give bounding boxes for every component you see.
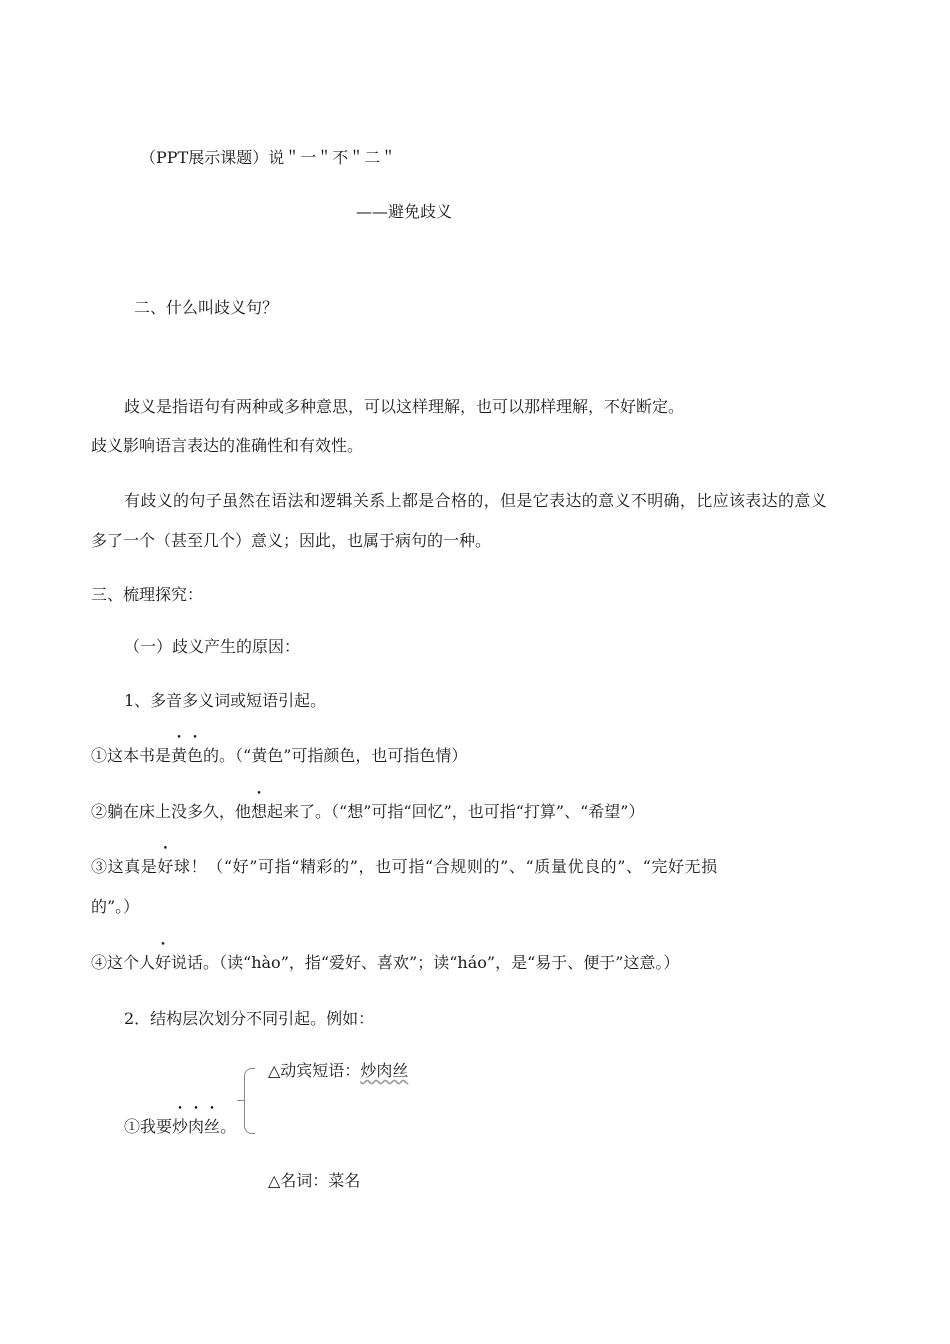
explanation-paragraph-line2: 多了一个（甚至几个）意义；因此，也属于病句的一种。 xyxy=(91,531,492,550)
example-1-text-d: 的。（“黄色”可指颜色，也可指色情） xyxy=(203,746,468,765)
effect-paragraph: 歧义影响语言表达的准确性和有效性。 xyxy=(91,436,364,455)
example-5-emphasis-1: 炒 xyxy=(172,1117,189,1136)
cause-2-heading: 2．结构层次划分不同引起。例如： xyxy=(124,1009,375,1028)
example-3-text-a: ③这真是 xyxy=(91,857,158,876)
lesson-subtitle: ——避免歧义 xyxy=(356,202,453,221)
example-1-emphasis-1: 黄 xyxy=(171,746,188,765)
section-2-heading: 二、什么叫歧义句？ xyxy=(134,298,279,317)
lesson-title: （PPT展示课题）说＂一＂不＂二＂ xyxy=(140,148,397,167)
example-2-text-a: ②躺在床上没多久，他 xyxy=(91,802,252,821)
branch-verb-object-value: 炒肉丝 xyxy=(360,1061,409,1080)
branch-noun: △名词：菜名 xyxy=(268,1171,361,1190)
brace-bracket xyxy=(244,1068,255,1134)
branch-verb-object-label: △动宾短语： xyxy=(268,1061,361,1080)
example-1-emphasis-2: 色 xyxy=(187,746,204,765)
example-5-text-a: ①我要 xyxy=(124,1117,173,1136)
section-3-heading: 三、梳理探究： xyxy=(91,585,204,604)
example-5-emphasis-3: 丝 xyxy=(204,1117,221,1136)
example-2 xyxy=(91,801,644,823)
example-4-text-c: 说话。（读“hào”，指“爱好、喜欢”；读“háo”，是“易于、便于”这意。） xyxy=(171,953,680,972)
branch-verb-object xyxy=(268,1060,408,1082)
example-5 xyxy=(124,1116,236,1138)
example-2-text-c: 起来了。（“想”可指“回忆”，也可指“打算”、“希望”） xyxy=(267,802,645,821)
example-5-text-e: 。 xyxy=(220,1117,237,1136)
example-1 xyxy=(91,745,467,767)
example-2-emphasis: 想 xyxy=(251,802,268,821)
example-4-text-a: ④这个人 xyxy=(91,953,156,972)
cause-1-heading: 1、多音多义词或短语引起。 xyxy=(124,691,327,710)
example-4 xyxy=(91,952,679,974)
example-5-emphasis-2: 肉 xyxy=(188,1117,205,1136)
example-3 xyxy=(91,856,718,878)
definition-paragraph: 歧义是指语句有两种或多种意思，可以这样理解，也可以那样理解，不好断定。 xyxy=(124,397,685,416)
explanation-paragraph-line1: 有歧义的句子虽然在语法和逻辑关系上都是合格的，但是它表达的意义不明确，比应该表达的意义 xyxy=(124,491,828,510)
example-3-emphasis: 好 xyxy=(157,857,175,876)
subsection-1-heading: （一）歧义产生的原因： xyxy=(124,637,301,656)
example-1-text-a: ①这本书是 xyxy=(91,746,172,765)
example-3-text-c: 球！（“好”可指“精彩的”，也可指“合规则的”、“质量优良的”、“完好无损 xyxy=(174,857,718,876)
example-4-emphasis: 好 xyxy=(155,953,172,972)
example-3-continuation: 的”。） xyxy=(91,897,140,916)
